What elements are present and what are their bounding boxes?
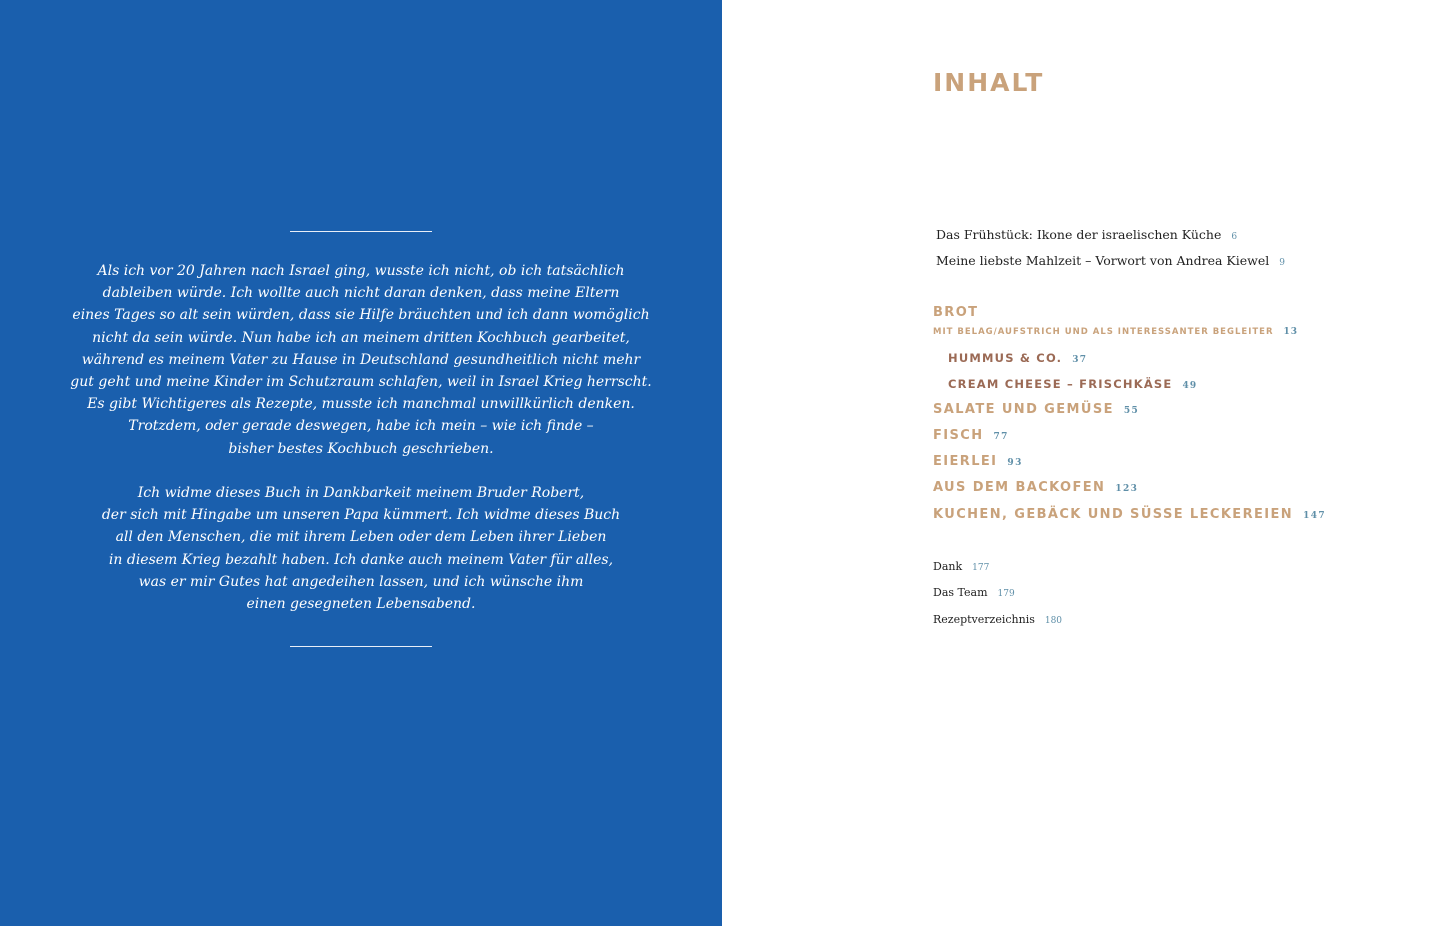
text-line: eines Tages so alt sein würden, dass sie Hilfe bräuchten und ich dann womöglich [72, 307, 650, 324]
text-line: Als ich vor 20 Jahren nach Israel ging, wusste ich nicht, ob ich tatsächlich [97, 263, 625, 279]
toc-section-eierlei[interactable] [933, 454, 1023, 469]
toc-page-number: 55 [1123, 406, 1140, 416]
text-line: dableiben würde. Ich wollte auch nicht daran denken, dass meine Eltern [102, 285, 620, 302]
toc-page-number: 123 [1115, 484, 1139, 494]
toc-sub-label: CREAM CHEESE – FRISCHKÄSE [948, 377, 1173, 391]
toc-entry-fruehstueck[interactable] [936, 227, 1237, 242]
toc-entry-team[interactable] [933, 586, 1015, 599]
toc-entry-label: Das Frühstück: Ikone der israelischen Küche [936, 227, 1222, 242]
dedication-paragraph-2 [60, 482, 662, 615]
toc-entry-dank[interactable] [933, 560, 989, 573]
toc-page-number: 13 [1283, 327, 1299, 337]
text-line: all den Menschen, die mit ihrem Leben oder dem Leben ihrer Lieben [115, 529, 607, 546]
toc-sub-label: HUMMUS & CO. [948, 351, 1063, 365]
toc-section-fisch[interactable] [933, 428, 1009, 443]
toc-page-number: 179 [997, 589, 1015, 599]
toc-entry-label: Rezeptverzeichnis [933, 613, 1035, 626]
toc-page-number: 9 [1279, 258, 1285, 268]
text-line: gut geht und meine Kinder im Schutzraum schlafen, weil in Israel Krieg herrscht. [70, 374, 652, 391]
toc-entry-vorwort[interactable] [936, 253, 1285, 268]
toc-section-salate[interactable] [933, 402, 1139, 417]
text-line: bisher bestes Kochbuch geschrieben. [228, 440, 494, 457]
toc-entry-label: Dank [933, 560, 963, 573]
dedication-paragraph-1 [60, 260, 662, 460]
toc-entry-label: Das Team [933, 586, 988, 599]
toc-section-label: KUCHEN, GEBÄCK UND SÜSSE LECKEREIEN [933, 507, 1294, 522]
text-line: nicht da sein würde. Nun habe ich an meinem dritten Kochbuch gearbeitet, [92, 329, 630, 346]
text-line: der sich mit Hingabe um unseren Papa kümmert. Ich widme dieses Buch [101, 507, 621, 524]
top-divider [290, 231, 432, 232]
toc-section-label: AUS DEM BACKOFEN [933, 480, 1106, 495]
toc-section-backofen[interactable] [933, 480, 1138, 495]
text-line: Es gibt Wichtigeres als Rezepte, musste ich manchmal unwillkürlich denken. [87, 396, 635, 413]
toc-page-number: 77 [993, 432, 1009, 442]
contents-title: INHALT [933, 68, 1045, 97]
toc-page-number: 49 [1182, 381, 1198, 391]
text-line: während es meinem Vater zu Hause in Deutschland gesundheitlich nicht mehr [81, 351, 641, 368]
toc-section-label: EIERLEI [933, 454, 998, 469]
text-line: einen gesegneten Lebensabend. [246, 596, 476, 613]
dedication-page [0, 0, 722, 926]
toc-page-number: 147 [1303, 511, 1327, 521]
toc-entry-label: Meine liebste Mahlzeit – Vorwort von Andrea Kiewel [936, 253, 1270, 268]
toc-page-number: 37 [1072, 355, 1088, 365]
text-line: Trotzdem, oder gerade deswegen, habe ich mein – wie ich finde – [128, 418, 594, 435]
toc-caption-label: MIT BELAG/AUFSTRICH UND ALS INTERESSANTER BEGLEITER [933, 327, 1274, 337]
text-line: in diesem Krieg bezahlt haben. Ich danke auch meinem Vater für alles, [108, 551, 614, 568]
toc-page-number: 6 [1231, 232, 1238, 242]
toc-section-label: BROT [933, 305, 979, 320]
toc-sub-hummus[interactable] [948, 351, 1087, 365]
dedication-text [60, 260, 662, 615]
bottom-divider [290, 646, 432, 647]
text-line: Ich widme dieses Buch in Dankbarkeit meinem Bruder Robert, [137, 485, 585, 502]
toc-section-kuchen[interactable] [933, 507, 1326, 522]
toc-section-label: SALATE UND GEMÜSE [933, 402, 1114, 417]
toc-page-number: 177 [972, 563, 990, 573]
text-line: was er mir Gutes hat angedeihen lassen, und ich wünsche ihm [138, 573, 584, 590]
toc-section-brot-caption [933, 327, 1298, 337]
contents-page [722, 0, 1445, 926]
toc-sub-cream-cheese[interactable] [948, 377, 1197, 391]
toc-section-label: FISCH [933, 428, 984, 443]
toc-section-brot[interactable] [933, 305, 978, 320]
toc-page-number: 180 [1044, 616, 1063, 626]
toc-entry-rezeptverzeichnis[interactable] [933, 613, 1062, 626]
toc-page-number: 93 [1007, 458, 1023, 468]
